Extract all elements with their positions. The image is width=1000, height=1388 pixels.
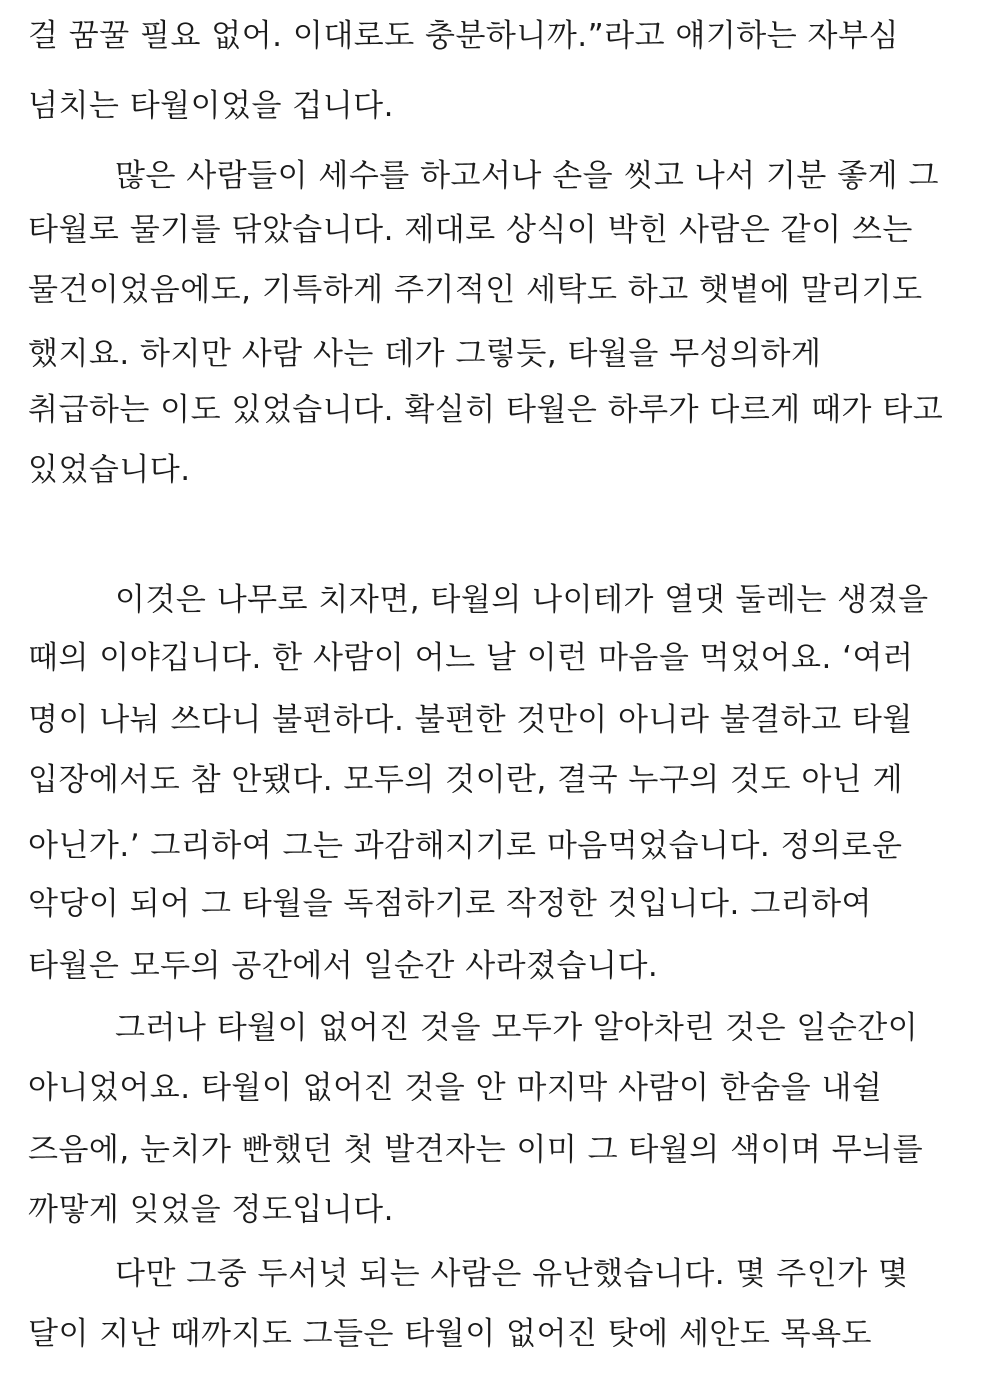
text-line: 달이 지난 때까지도 그들은 타월이 없어진 탓에 세안도 목욕도 bbox=[28, 1316, 872, 1352]
text-line: 아니었어요. 타월이 없어진 것을 안 마지막 사람이 한숨을 내쉴 bbox=[28, 1070, 883, 1106]
text-line: 타월로 물기를 닦았습니다. 제대로 상식이 박힌 사람은 같이 쓰는 bbox=[28, 212, 913, 248]
text-line: 명이 나눠 쓰다니 불편하다. 불편한 것만이 아니라 불결하고 타월 bbox=[28, 702, 913, 738]
text-line: 했지요. 하지만 사람 사는 데가 그렇듯, 타월을 무성의하게 bbox=[28, 336, 822, 372]
text-line: 타월은 모두의 공간에서 일순간 사라졌습니다. bbox=[28, 948, 659, 984]
text-line: 걸 꿈꿀 필요 없어. 이대로도 충분하니까.”라고 얘기하는 자부심 bbox=[28, 18, 899, 54]
text-line: 까맣게 잊었을 정도입니다. bbox=[28, 1192, 394, 1228]
paragraph-first-line: 그러나 타월이 없어진 것을 모두가 알아차린 것은 일순간이 bbox=[115, 1010, 919, 1046]
text-line: 악당이 되어 그 타월을 독점하기로 작정한 것입니다. 그리하여 bbox=[28, 886, 872, 922]
paragraph-first-line: 다만 그중 두서넛 되는 사람은 유난했습니다. 몇 주인가 몇 bbox=[115, 1256, 909, 1292]
text-line: 즈음에, 눈치가 빤했던 첫 발견자는 이미 그 타월의 색이며 무늬를 bbox=[28, 1132, 924, 1168]
paragraph-first-line: 많은 사람들이 세수를 하고서나 손을 씻고 나서 기분 좋게 그 bbox=[115, 158, 939, 194]
text-line: 넘치는 타월이었을 겁니다. bbox=[28, 88, 394, 124]
text-line: 물건이었음에도, 기특하게 주기적인 세탁도 하고 햇볕에 말리기도 bbox=[28, 272, 923, 308]
text-line: 있었습니다. bbox=[28, 452, 191, 488]
text-line: 취급하는 이도 있었습니다. 확실히 타월은 하루가 다르게 때가 타고 bbox=[28, 392, 944, 428]
text-line: 입장에서도 참 안됐다. 모두의 것이란, 결국 누구의 것도 아닌 게 bbox=[28, 762, 904, 798]
text-line: 때의 이야깁니다. 한 사람이 어느 날 이런 마음을 먹었어요. ‘여러 bbox=[28, 640, 914, 676]
paragraph-first-line: 이것은 나무로 치자면, 타월의 나이테가 열댓 둘레는 생겼을 bbox=[115, 582, 929, 618]
text-line: 아닌가.’ 그리하여 그는 과감해지기로 마음먹었습니다. 정의로운 bbox=[28, 828, 903, 864]
